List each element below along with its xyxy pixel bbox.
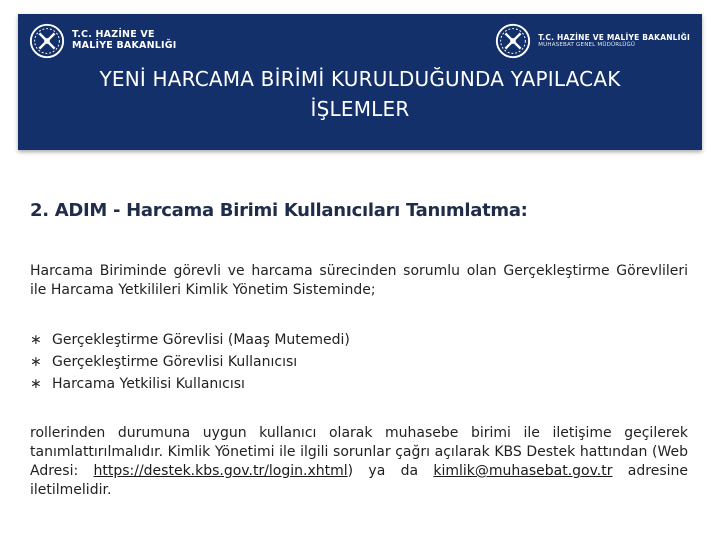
- list-item: [30, 351, 350, 373]
- outro-text-3: adresine iletilmelidir.: [30, 463, 688, 498]
- page-title-line1: YENİ HARCAMA BİRİMİ KURULDUĞUNDA YAPILACAK: [99, 67, 621, 91]
- asterisk-icon: ∗: [30, 332, 42, 348]
- right-logo-line2: MUHASEBAT GENEL MÜDÜRLÜĞÜ: [538, 42, 636, 49]
- left-logo-line1: T.C. HAZİNE VE: [72, 29, 155, 41]
- page-title-line2: İŞLEMLER: [310, 97, 410, 121]
- email-link[interactable]: kimlik@muhasebat.gov.tr: [433, 463, 613, 479]
- intro-paragraph: Harcama Biriminde görevli ve harcama sürecinden sorumlu olan Gerçekleştirme Görevlileri ile Harcama Yetkilileri Kimlik Yönetim Sisteminde;: [30, 263, 688, 298]
- list-item: [30, 373, 350, 395]
- list-item: [30, 329, 350, 351]
- left-logo: [28, 22, 176, 60]
- header-banner: [18, 14, 702, 150]
- outro-paragraph: [30, 424, 688, 500]
- list-item-label: Gerçekleştirme Görevlisi (Maaş Mutemedi): [52, 332, 350, 348]
- list-item-label: Harcama Yetkilisi Kullanıcısı: [52, 376, 245, 392]
- kbs-support-link[interactable]: https://destek.kbs.gov.tr/login.xhtml: [93, 463, 348, 479]
- right-logo-line1: T.C. HAZİNE VE MALİYE BAKANLIĞI: [538, 32, 690, 42]
- outro-text-2: ) ya da: [347, 463, 434, 479]
- ministry-emblem-icon: [494, 22, 532, 60]
- list-item-label: Gerçekleştirme Görevlisi Kullanıcısı: [52, 354, 298, 370]
- ministry-emblem-icon: [28, 22, 66, 60]
- asterisk-icon: ∗: [30, 376, 42, 392]
- page-title: [18, 64, 702, 124]
- step-heading: 2. ADIM - Harcama Birimi Kullanıcıları Tanımlatma:: [30, 200, 528, 221]
- right-logo: [494, 22, 690, 60]
- asterisk-icon: ∗: [30, 354, 42, 370]
- outro-text-1: rollerinden durumuna uygun kullanıcı olarak muhasebe birimi ile iletişime geçilerek tanımlattırılmalıdır. Kimlik Yönetimi ile ilgili sorunlar çağrı açılarak KBS Destek hattından (Web Adresi:: [30, 425, 688, 479]
- left-logo-line2: MALİYE BAKANLIĞI: [72, 40, 177, 51]
- role-list: [30, 329, 350, 395]
